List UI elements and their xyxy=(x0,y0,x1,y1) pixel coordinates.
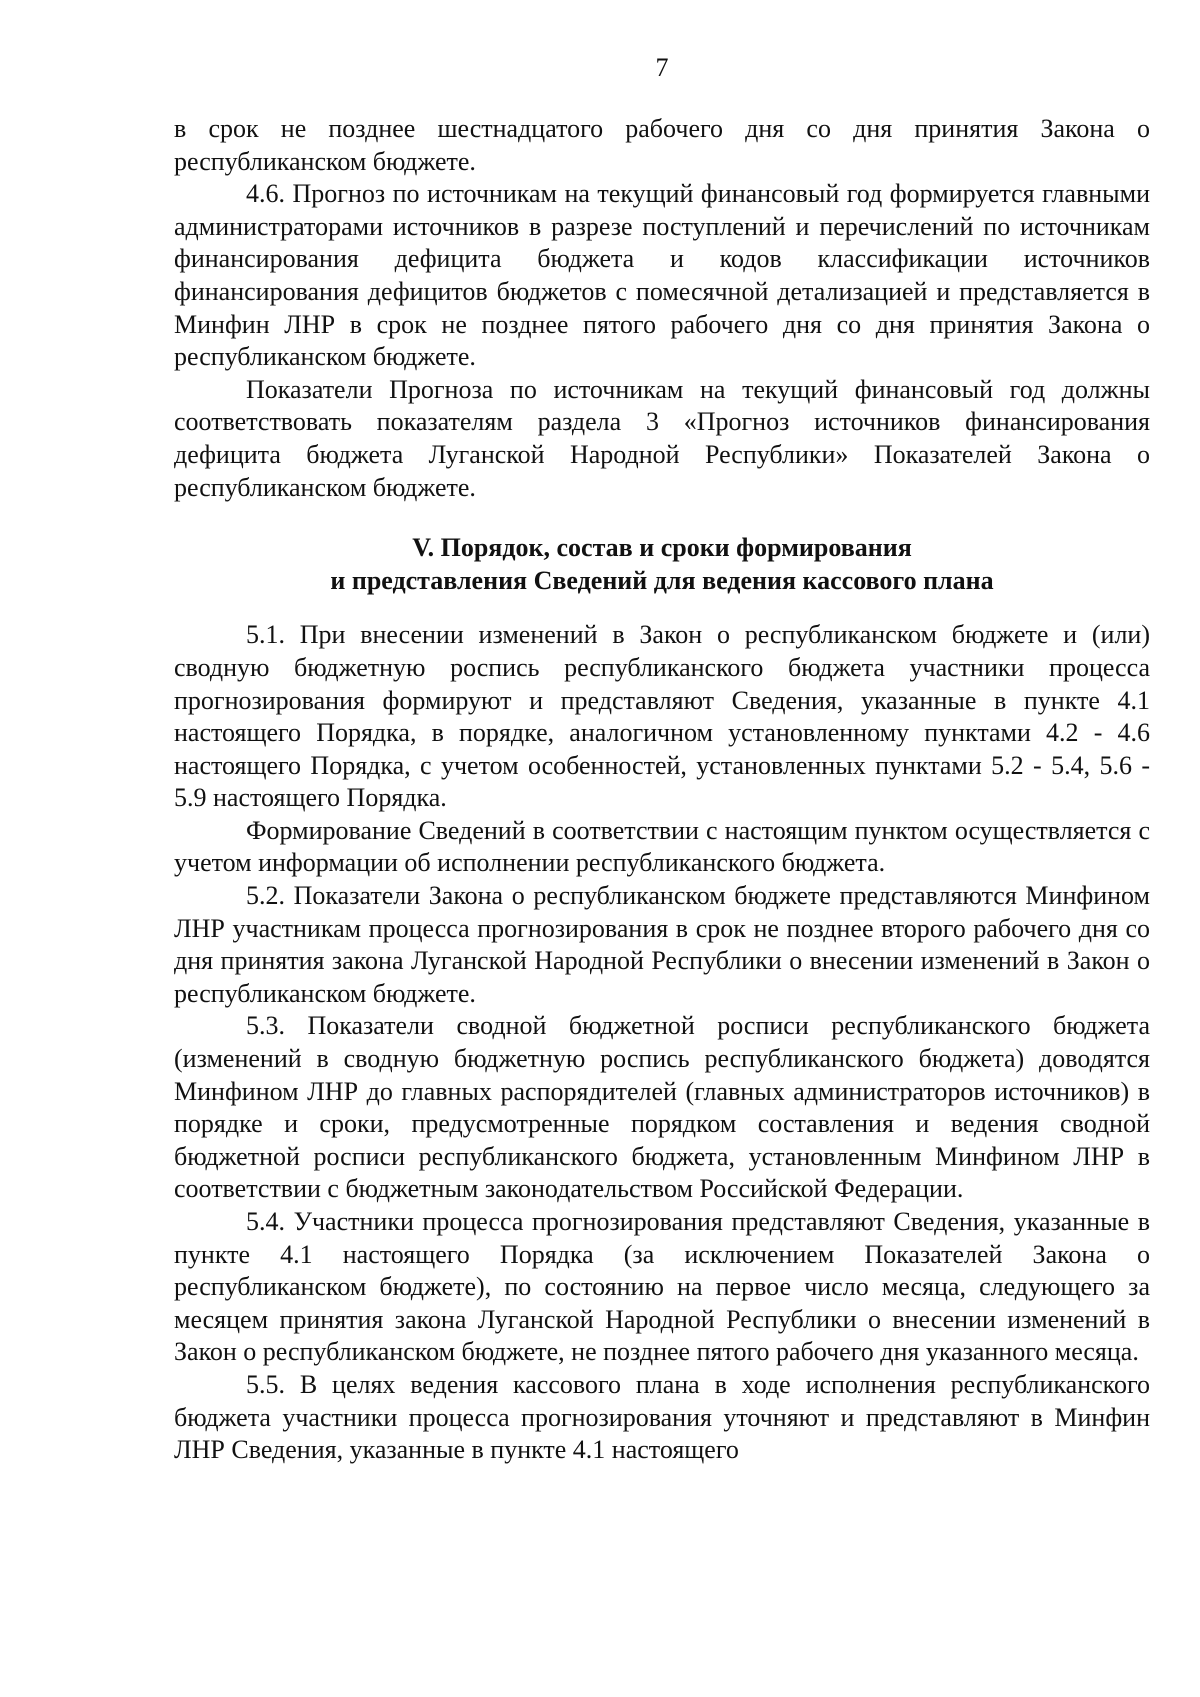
section-heading-line2: и представления Сведений для ведения кассового плана xyxy=(330,565,994,595)
section-heading-line1: V. Порядок, состав и сроки формирования xyxy=(412,533,912,563)
spacer xyxy=(174,597,1150,619)
section-heading xyxy=(174,532,1150,597)
paragraph: в срок не позднее шестнадцатого рабочего дня со дня принятия Закона о республиканском бюджете. xyxy=(174,114,1150,176)
paragraph: Показатели Прогноза по источникам на текущий финансовый год должны соответствовать показателям раздела 3 «Прогноз источников финансирования дефицита бюджета Луганской Народной Республики» Показателей Закона о республиканском бюджете. xyxy=(174,374,1150,502)
paragraph-5-4: 5.4. Участники процесса прогнозирования представляют Сведения, указанные в пункте 4.1 настоящего Порядка (за исключением Показателей Закона о республиканском бюджете), по состоянию на первое число месяца, следующего за месяцем принятия закона Луганской Народной Республики о внесении изменений в Закон о республиканском бюджете, не позднее пятого рабочего дня указанного месяца. xyxy=(174,1207,1150,1367)
paragraph-5-1: 5.1. При внесении изменений в Закон о республиканском бюджете и (или) сводную бюджетную роспись республиканского бюджета участники процесса прогнозирования формируют и представляют Сведения, указанные в пункте 4.1 настоящего Порядка, в порядке, аналогичном установленному пунктами 4.2 - 4.6 настоящего Порядка, с учетом особенностей, установленных пунктами 5.2 - 5.4, 5.6 - 5.9 настоящего Порядка. xyxy=(174,620,1150,813)
paragraph-5-5: 5.5. В целях ведения кассового плана в ходе исполнения республиканского бюджета участники процесса прогнозирования уточняют и представляют в Минфин ЛНР Сведения, указанные в пункте 4.1 настоящего xyxy=(174,1369,1150,1465)
page-number: 7 xyxy=(655,53,669,82)
paragraph-5-3: 5.3. Показатели сводной бюджетной росписи республиканского бюджета (изменений в сводную бюджетную роспись республиканского бюджета) доводятся Минфином ЛНР до главных распорядителей (главных администраторов источников) в порядке и сроки, предусмотренные порядком составления и ведения сводной бюджетной росписи республиканского бюджета, установленным Минфином ЛНР в соответствии с бюджетным законодательством Российской Федерации. xyxy=(174,1011,1150,1204)
paragraph-4-6: 4.6. Прогноз по источникам на текущий финансовый год формируется главными администраторами источников в разрезе поступлений и перечислений по источникам финансирования дефицита бюджета и кодов классификации источников финансирования дефицитов бюджетов с помесячной детализацией и представляется в Минфин ЛНР в срок не позднее пятого рабочего дня со дня принятия Закона о республиканском бюджете. xyxy=(174,179,1150,372)
document-body xyxy=(174,113,1150,1467)
paragraph: Формирование Сведений в соответствии с настоящим пунктом осуществляется с учетом информации об исполнении республиканского бюджета. xyxy=(174,815,1150,878)
paragraph-5-2: 5.2. Показатели Закона о республиканском бюджете представляются Минфином ЛНР участникам процесса прогнозирования в срок не позднее второго рабочего дня со дня принятия закона Луганской Народной Республики о внесении изменений в Закон о республиканском бюджете. xyxy=(174,881,1150,1008)
